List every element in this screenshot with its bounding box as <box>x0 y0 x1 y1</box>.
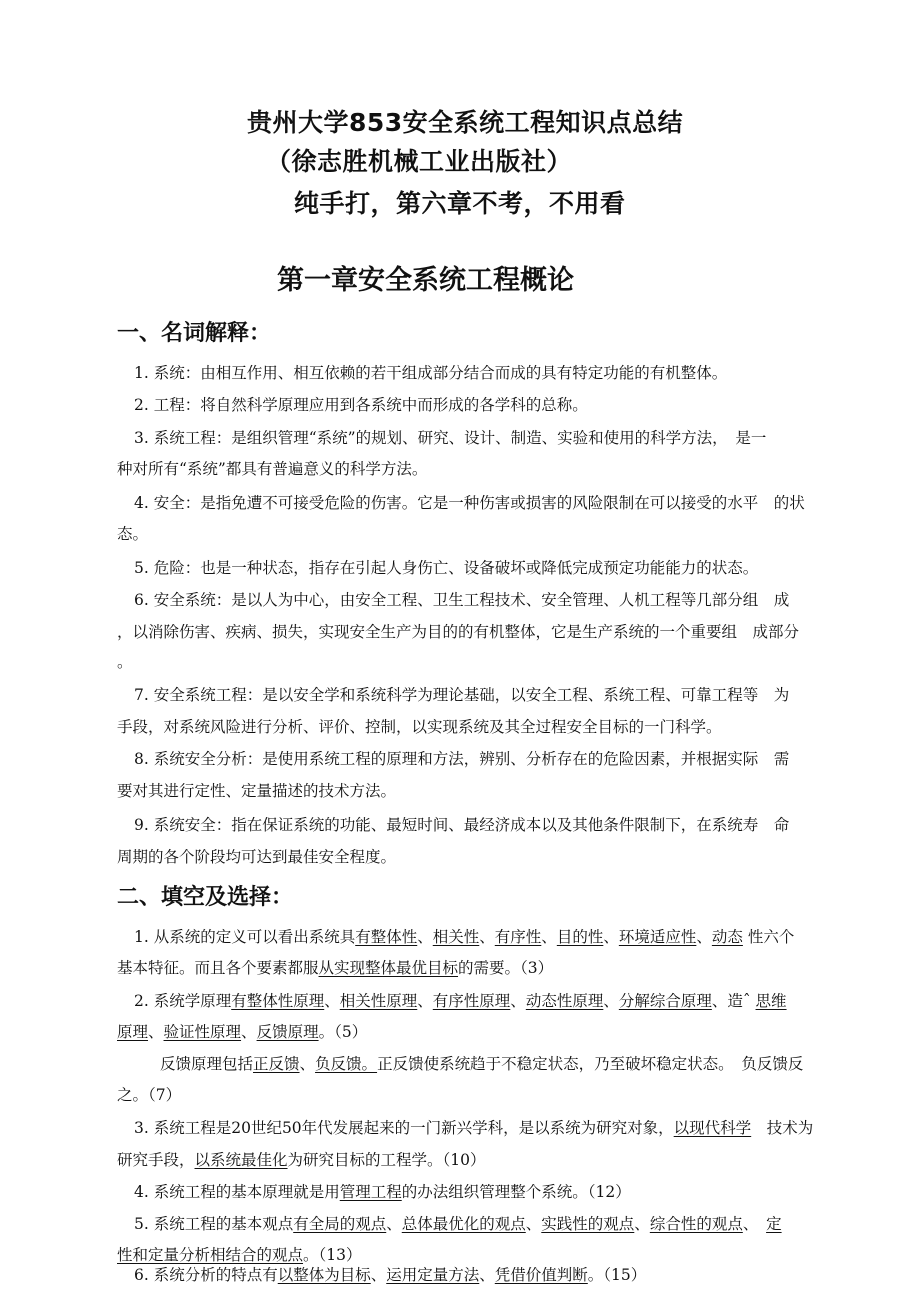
definition-line: 种对所有“系统”都具有普遍意义的科学方法。 <box>117 460 428 478</box>
underlined-answer: 总体最优化的观点 <box>401 1215 526 1233</box>
text-segment: 基本特征。而且各个要素都服 <box>117 959 319 977</box>
fill-line <box>160 1057 803 1073</box>
definition-line: 1. 系统：由相互作用、相互依赖的若干组成部分结合而成的具有特定功能的有机整体。 <box>134 364 728 382</box>
underlined-answer: 实践性的观点 <box>541 1215 635 1233</box>
document-title-line1: 贵州大学853安全系统工程知识点总结 <box>247 108 684 137</box>
definition-line: 。 <box>117 653 133 671</box>
text-segment: 、 <box>479 1266 495 1284</box>
underlined-answer: 思维 <box>755 992 787 1010</box>
text-segment: 、 <box>603 928 619 946</box>
text-segment: 、 <box>541 928 557 946</box>
text-segment: 的需要。（3） <box>458 959 554 977</box>
underlined-answer: 凭借价值判断 <box>494 1266 588 1284</box>
underlined-answer: 有序性 <box>494 928 542 946</box>
text-segment: 、 <box>603 992 619 1010</box>
underlined-answer: 以整体为目标 <box>277 1266 371 1284</box>
definition-line: 7. 安全系统工程：是以安全学和系统科学为理论基础，以安全工程、系统工程、可靠工程等 为 <box>134 686 790 704</box>
underlined-answer: 分解综合原理 <box>618 992 712 1010</box>
text-segment: 、 <box>386 1215 402 1233</box>
text-segment: 、 <box>324 992 340 1010</box>
text-segment: 、 <box>696 928 712 946</box>
chapter-title: 第一章安全系统工程概论 <box>277 265 574 296</box>
underlined-answer: 环境适应性 <box>618 928 697 946</box>
text-segment: 为研究目标的工程学。（10） <box>287 1151 486 1169</box>
fill-line <box>134 1185 631 1201</box>
definition-line: 态。 <box>117 525 149 543</box>
text-segment: 6. 系统分析的特点有 <box>134 1266 278 1284</box>
section-heading-fill-in: 二、填空及选择： <box>117 885 294 910</box>
text-segment: 之。（7） <box>117 1086 182 1104</box>
underlined-answer: 原理 <box>117 1023 149 1041</box>
underlined-answer: 定 <box>766 1215 782 1233</box>
text-segment: 、 <box>742 1215 767 1233</box>
underlined-answer: 有序性原理 <box>432 992 511 1010</box>
text-segment: 正反馈使系统趋于不稳定状态，乃至破坏稳定状态。 负反馈反 <box>377 1055 804 1073</box>
text-segment: 5. 系统工程的基本观点 <box>134 1215 294 1233</box>
underlined-answer: 正反馈 <box>253 1055 300 1073</box>
underlined-answer: 有全局的观点 <box>293 1215 387 1233</box>
section-heading-definitions: 一、名词解释： <box>117 321 272 346</box>
definition-line: 4. 安全：是指免遭不可接受危险的伤害。它是一种伤害或损害的风险限制在可以接受的水平 的状 <box>134 494 805 512</box>
definition-line: 手段，对系统风险进行分析、评价、控制，以实现系统及其全过程安全目标的一门科学。 <box>117 718 722 736</box>
text-segment: 。（15） <box>587 1266 647 1284</box>
underlined-answer: 负反馈。 <box>315 1055 378 1073</box>
text-segment: 、 <box>148 1023 164 1041</box>
document-title-line3: 纯手打，第六章不考，不用看 <box>294 189 626 218</box>
fill-line <box>117 1153 486 1169</box>
text-segment: 、 <box>510 992 526 1010</box>
text-segment: 、 <box>634 1215 650 1233</box>
underlined-answer: 运用定量方法 <box>386 1266 480 1284</box>
text-segment: 、 <box>370 1266 387 1284</box>
fill-line <box>117 1088 181 1104</box>
text-segment: 、 <box>417 928 433 946</box>
underlined-answer: 有整体性 <box>355 928 418 946</box>
underlined-answer: 相关性 <box>432 928 480 946</box>
text-segment: 4. 系统工程的基本原理就是用 <box>134 1183 340 1201</box>
definition-line: ，以消除伤害、疾病、损失，实现安全生产为目的的有机整体，它是生产系统的一个重要组 成部分 <box>117 623 800 641</box>
underlined-answer: 综合性的观点 <box>649 1215 743 1233</box>
definition-line: 要对其进行定性、定量描述的技术方法。 <box>117 782 397 800</box>
text-segment: 2. 系统学原理 <box>134 992 232 1010</box>
definition-line: 3. 系统工程：是组织管理“系统”的规划、研究、设计、制造、实验和使用的科学方法， 是一 <box>134 429 767 447</box>
underlined-answer: 从实现整体最优目标 <box>318 959 459 977</box>
text-segment: 、 <box>299 1055 316 1073</box>
text-segment: 3. 系统工程是20世纪50年代发展起来的一门新兴学科，是以系统为研究对象， <box>134 1119 674 1137</box>
definition-line: 6. 安全系统：是以人为中心，由安全工程、卫生工程技术、安全管理、人机工程等几部分组 成 <box>134 591 790 609</box>
definition-line: 2. 工程：将自然科学原理应用到各系统中而形成的各学科的总称。 <box>134 396 588 414</box>
underlined-answer: 动态性原理 <box>525 992 604 1010</box>
text-segment: 、 <box>479 928 495 946</box>
underlined-answer: 目的性 <box>556 928 604 946</box>
underlined-answer: 以现代科学 <box>673 1119 752 1137</box>
text-segment: 研究手段， <box>117 1151 195 1169</box>
underlined-answer: 动态 <box>711 928 743 946</box>
underlined-answer: 有整体性原理 <box>231 992 325 1010</box>
fill-line <box>117 1248 362 1264</box>
definition-line: 9. 系统安全：指在保证系统的功能、最短时间、最经济成本以及其他条件限制下，在系统寿 命 <box>134 816 790 834</box>
text-segment: 技术为 <box>751 1119 814 1137</box>
underlined-answer: 管理工程 <box>339 1183 402 1201</box>
text-segment: 、造ˆ <box>711 992 756 1010</box>
underlined-answer: 相关性原理 <box>339 992 418 1010</box>
fill-line <box>134 1217 782 1233</box>
underlined-answer: 验证性原理 <box>163 1023 242 1041</box>
text-segment: 。（13） <box>303 1246 362 1264</box>
fill-line <box>117 961 553 977</box>
text-segment: 。（5） <box>318 1023 368 1041</box>
text-segment: 、 <box>241 1023 257 1041</box>
text-segment: 反馈原理包括 <box>160 1055 254 1073</box>
text-segment: 性六个 <box>742 928 795 946</box>
underlined-answer: 性和定量分析相结合的观点 <box>117 1246 304 1264</box>
definition-line: 周期的各个阶段均可达到最佳安全程度。 <box>117 848 397 866</box>
fill-line <box>134 1121 813 1137</box>
fill-line <box>117 1025 367 1041</box>
definition-line: 8. 系统安全分析：是使用系统工程的原理和方法，辨别、分析存在的危险因素，并根据实际 需 <box>134 750 790 768</box>
underlined-answer: 反馈原理 <box>256 1023 319 1041</box>
fill-line <box>134 930 794 946</box>
text-segment: 的办法组织管理整个系统。（12） <box>401 1183 631 1201</box>
underlined-answer: 以系统最佳化 <box>194 1151 288 1169</box>
definition-line: 5. 危险：也是一种状态，指存在引起人身伤亡、设备破坏或降低完成预定功能能力的状态。 <box>134 559 759 577</box>
text-segment: 、 <box>525 1215 542 1233</box>
fill-line <box>134 994 787 1010</box>
text-segment: 、 <box>417 992 433 1010</box>
fill-line <box>134 1268 646 1284</box>
document-title-line2: （徐志胜机械工业出版社） <box>266 147 573 176</box>
text-segment: 1. 从系统的定义可以看出系统具 <box>134 928 356 946</box>
